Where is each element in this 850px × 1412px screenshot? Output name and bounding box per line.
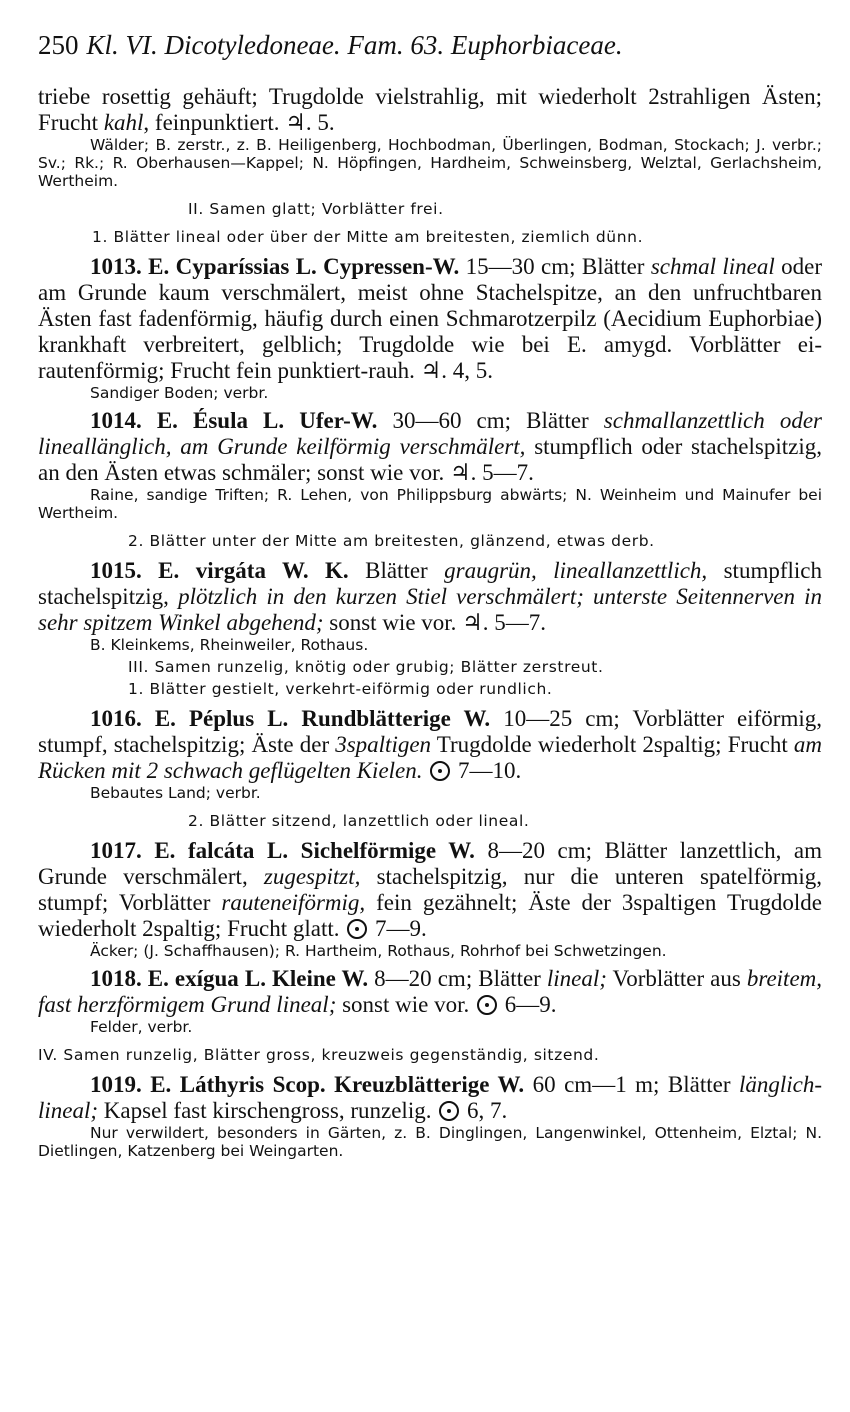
species-1014-b: schmallanzettlich oder lineallänglich, am Grunde keilförmig verschmälert, — [38, 408, 822, 459]
species-1014-c: stumpflich oder stachelspitzig, an den Ästen etwas schmäler; sonst wie vor. ♃. 5—7. — [38, 434, 822, 485]
key-II-1: 1. Blätter lineal oder über der Mitte am breitesten, ziemlich dünn. — [92, 228, 644, 246]
species-1016-loc — [38, 784, 822, 802]
species-1019-loc-text: Nur verwildert, besonders in Gärten, z. B. Dinglingen, Langenwinkel, Ottenheim, Elztal; N. Dietlingen, Katzenberg bei Weingarten. — [38, 1124, 822, 1160]
species-1017-loc — [38, 942, 822, 960]
page-number: 250 — [38, 30, 79, 60]
species-1015-a: Blätter — [348, 558, 445, 583]
species-1017-f: 7—9. — [369, 916, 427, 941]
species-1018-f: 6—9. — [499, 992, 557, 1017]
species-1018-e: sonst wie vor. — [336, 992, 470, 1017]
intro-rest: , feinpunktiert. ♃. 5. — [143, 110, 335, 135]
key-III-1: 1. Blätter gestielt, verkehrt-eiförmig oder rundlich. — [128, 680, 553, 698]
species-1019-loc — [38, 1124, 822, 1160]
species-1015-loc-text: B. Kleinkems, Rheinweiler, Rothaus. — [90, 636, 369, 654]
intro-paragraph — [38, 84, 822, 136]
species-1013 — [38, 254, 822, 384]
key-II-2: 2. Blätter unter der Mitte am breitesten, glänzend, etwas derb. — [128, 532, 655, 550]
intro-localities — [38, 136, 822, 190]
key-II: II. Samen glatt; Vorblätter frei. — [188, 200, 444, 218]
species-1014-head: 1014. E. Ésula L. Ufer-W. — [90, 408, 378, 433]
species-1019-c: Kapsel fast kirschengross, runzelig. — [98, 1098, 432, 1123]
intro-text: triebe rosettig gehäuft; Trugdolde vielstrahlig, mit wiederholt 2strahligen Ästen; Frucht — [38, 84, 822, 135]
species-1018-b: lineal; — [546, 966, 607, 991]
species-1015 — [38, 558, 822, 636]
species-1015-b: graugrün, lineallanzettlich, — [444, 558, 708, 583]
species-1014-loc-text: Raine, sandige Triften; R. Lehen, von Philippsburg abwärts; N. Weinheim und Mainufer bei Wertheim. — [38, 486, 822, 522]
species-1016 — [38, 706, 822, 784]
species-1018-loc — [38, 1018, 822, 1036]
key-III: III. Samen runzelig, knötig oder grubig; Blätter zerstreut. — [128, 658, 604, 676]
species-1018-head: 1018. E. exígua L. Kleine W. — [90, 966, 369, 991]
species-1018-c: Vorblätter aus — [606, 966, 747, 991]
species-1017-c: stachelspitzig, nur die unteren spatelförmig, stumpf; Vorblätter — [38, 864, 822, 915]
species-1019-d: 6, 7. — [461, 1098, 508, 1123]
species-1013-loc — [38, 384, 822, 402]
species-1019-head: 1019. E. Láthyris Scop. Kreuzblätterige W. — [90, 1072, 525, 1097]
running-title: Kl. VI. Dicotyledoneae. Fam. 63. Euphorbiaceae. — [86, 30, 623, 60]
species-1015-loc — [38, 636, 822, 654]
species-1018-d: breitem, fast herzförmigem Grund lineal; — [38, 966, 823, 1017]
annual-circle-dot-icon — [477, 995, 497, 1015]
species-1016-d: am Rücken mit 2 schwach geflügelten Kielen. — [38, 732, 822, 783]
species-1017-loc-text: Äcker; (J. Schaffhausen); R. Hartheim, Rothaus, Rohrhof bei Schwetzingen. — [90, 942, 667, 960]
species-1018-a: 8—20 cm; Blätter — [368, 966, 547, 991]
species-1019 — [38, 1072, 822, 1124]
species-1013-b: schmal lineal — [650, 254, 775, 279]
species-1016-head: 1016. E. Péplus L. Rundblätterige W. — [90, 706, 491, 731]
intro-kahl: kahl — [103, 110, 144, 135]
species-1013-c: oder am Grunde kaum verschmälert, meist ohne Stachelspitze, an den unfruchtbaren Ästen fast fadenförmig, häufig durch einen Schmarotzerpilz (Aecidium Euphorbiae) krankhaft verbreitert, gelblich; Trugdolde wie bei E. amygd. Vorblätter ei-rautenförmig; Frucht fein punktiert-rauh. ♃. 4, 5. — [38, 254, 823, 383]
species-1013-loc-text: Sandiger Boden; verbr. — [90, 384, 269, 402]
species-1019-a: 60 cm—1 m; Blätter — [524, 1072, 739, 1097]
annual-circle-dot-icon — [347, 919, 367, 939]
species-1016-loc-text: Bebautes Land; verbr. — [90, 784, 261, 802]
species-1017-d: rauteneiförmig, — [221, 890, 366, 915]
key-III-2: 2. Blätter sitzend, lanzettlich oder lineal. — [188, 812, 530, 830]
species-1015-head: 1015. E. virgáta W. K. — [90, 558, 349, 583]
page — [38, 28, 822, 1160]
species-1017-b: zugespitzt, — [263, 864, 361, 889]
species-1016-a: 10—25 cm; Vorblätter eiförmig, stumpf, stachelspitzig; Äste der — [38, 706, 823, 757]
species-1016-e: 7—10. — [452, 758, 522, 783]
species-1016-b: 3spaltigen — [335, 732, 432, 757]
species-1019-b: länglich-lineal; — [38, 1072, 822, 1123]
species-1018-loc-text: Felder, verbr. — [90, 1018, 193, 1036]
annual-circle-dot-icon — [439, 1101, 459, 1121]
species-1017-e: fein gezähnelt; Äste der 3spaltigen Trugdolde wiederholt 2spaltig; Frucht glatt. — [38, 890, 822, 941]
species-1013-head: 1013. E. Cyparíssias L. Cypressen-W. — [90, 254, 460, 279]
species-1014-loc — [38, 486, 822, 522]
species-1013-a: 15—30 cm; Blätter — [459, 254, 651, 279]
intro-loc-text: Wälder; B. zerstr., z. B. Heiligenberg, Hochbodman, Überlingen, Bodman, Stockach; J. verbr.; Sv.; Rk.; R. Oberhausen—Kappel; N. Höpfingen, Hardheim, Schweinsberg, Welztal, Gerlachsheim, Wertheim. — [38, 136, 822, 190]
species-1015-d: plötzlich in den kurzen Stiel verschmälert; unterste Seitennerven in sehr spitzem Winkel abgehend; — [38, 584, 823, 635]
key-IV: IV. Samen runzelig, Blätter gross, kreuzweis gegenständig, sitzend. — [38, 1046, 600, 1064]
species-1018 — [38, 966, 822, 1018]
species-1014-a: 30—60 cm; Blätter — [377, 408, 604, 433]
species-1017-head: 1017. E. falcáta L. Sichelförmige W. — [90, 838, 475, 863]
species-1017-a: 8—20 cm; Blätter lanzettlich, am Grunde verschmälert, — [38, 838, 822, 889]
species-1014 — [38, 408, 822, 486]
species-1015-e: sonst wie vor. ♃. 5—7. — [323, 610, 547, 635]
species-1017 — [38, 838, 822, 942]
species-1016-c: Trugdolde wiederholt 2spaltig; Frucht — [431, 732, 794, 757]
annual-circle-dot-icon — [430, 761, 450, 781]
page-header — [38, 28, 822, 62]
species-1015-c: stumpflich stachelspitzig, — [38, 558, 822, 609]
